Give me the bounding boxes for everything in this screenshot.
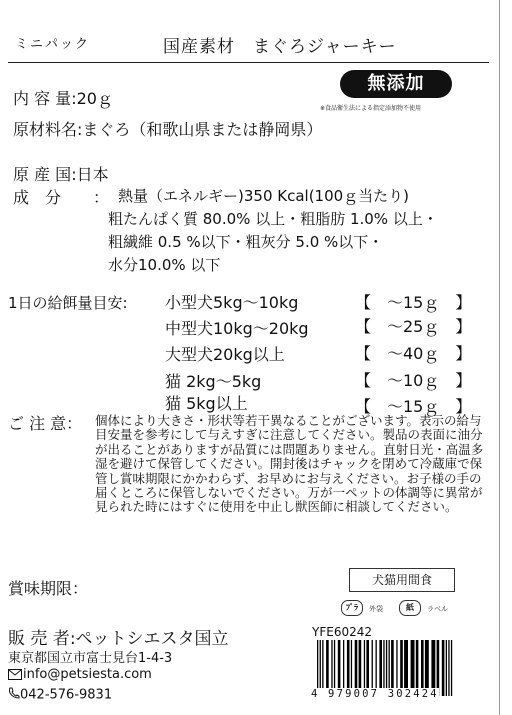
composition-sep: ： <box>93 188 110 207</box>
paper-recycle-icon: 紙 <box>399 600 421 616</box>
feeding-label: 1日の給餌量目安 <box>8 294 123 312</box>
composition-line-1: 熱量（エネルギー)350 Kcal(100ｇ当たり) <box>118 187 410 205</box>
barcode-digits-text: 4 979007 302424 <box>311 688 439 700</box>
seller-address: 東京都国立市富士見台1-4-3 <box>8 651 173 666</box>
seller-email: info@petsiesta.com <box>23 667 152 682</box>
ingredients-label: 原材料名 <box>13 120 78 139</box>
composition-line-3: 粗繊維 0.5 %以下・粗灰分 5.0 %以下・ <box>108 233 384 251</box>
caution-label: ご 注 意： <box>8 414 83 433</box>
feeding-amount-3: 【 ～40ｇ 】 <box>355 344 472 363</box>
content-value: 20ｇ <box>76 89 113 108</box>
feeding-who-4: 猫 2kg～5kg <box>165 372 262 391</box>
origin-value: 日本 <box>76 165 109 184</box>
outer-bag-label: 外袋 <box>369 605 383 613</box>
header-divider <box>8 62 489 63</box>
additive-free-badge: 無添加 <box>340 70 452 98</box>
seller-phone: 042-576-9831 <box>20 687 113 703</box>
additive-note: ※食品衛生法による指定添加物不使用 <box>320 105 422 112</box>
origin-row <box>13 162 109 185</box>
label-material-label: ラベル <box>427 605 448 613</box>
feeding-amount-4: 【 ～10ｇ 】 <box>355 371 472 390</box>
product-code: YFE60242 <box>312 625 372 639</box>
seller-name: ペットシエスタ国立 <box>75 629 229 649</box>
category-tag: 犬猫用間食 <box>349 568 455 592</box>
composition-line-2: 粗たんぱく質 80.0% 以上・粗脂肪 1.0% 以上・ <box>108 210 438 228</box>
seller-sep: : <box>69 629 76 649</box>
feeding-amount-2: 【 ～25ｇ 】 <box>355 317 472 336</box>
expiry-label: 賞味期限： <box>8 579 89 598</box>
phone-icon <box>8 687 20 703</box>
origin-label: 原 産 国 <box>13 165 72 184</box>
mail-icon <box>8 669 22 680</box>
seller-phone-row <box>8 687 112 703</box>
content-row <box>13 86 113 109</box>
composition-line-4: 水分10.0% 以下 <box>108 256 221 274</box>
feeding-who-3: 大型犬20kg以上 <box>165 345 285 364</box>
composition-label-row <box>13 185 61 208</box>
composition-label: 成 分 <box>13 188 62 207</box>
feeding-amount-5: 【 ～15ｇ 】 <box>355 397 472 416</box>
ingredients-sep: : <box>77 120 83 139</box>
feeding-who-5: 猫 5kg以上 <box>165 394 248 413</box>
plastic-recycle-icon: ﾌﾟﾗ <box>341 600 363 616</box>
jan-barcode <box>311 640 489 702</box>
origin-sep: : <box>71 165 77 184</box>
seller-email-row <box>8 667 152 682</box>
seller-label: 販 売 者 <box>8 629 70 649</box>
feeding-amount-1: 【 ～15ｇ 】 <box>355 293 472 312</box>
feeding-label-row <box>8 292 128 313</box>
feeding-who-1: 小型犬5kg～10kg <box>165 293 299 312</box>
content-label: 内 容 量 <box>13 89 72 108</box>
feeding-who-2: 中型犬10kg～20kg <box>165 319 309 338</box>
series-name: ミニパック <box>15 37 91 52</box>
ingredients-row <box>13 117 322 140</box>
barcode-digits <box>311 688 489 700</box>
content-sep: : <box>71 89 77 108</box>
product-title: 国産素材 まぐろジャーキー <box>163 37 397 57</box>
ingredients-value: まぐろ（和歌山県または静岡県） <box>82 120 323 139</box>
seller-row <box>8 624 229 649</box>
feeding-sep: : <box>122 294 128 312</box>
caution-text: 個体により大きさ・形状等若干異なることがございます。表示の給与目安量を参考にして与えすぎに注意してください。製品の表面に油分が出ることがありますが品質には問題ありません。直射日光・高温多湿を避けて保管してください。開封後はチャックを閉めて冷蔵庫で保管し賞味期限にかかわらず、お早めにお与えください。お子様の手の届くところに保管しないでください。万が一ペットの体調等に異常が見られた時にはすぐに使用を中止し獣医師に相談してください。 <box>95 413 484 515</box>
